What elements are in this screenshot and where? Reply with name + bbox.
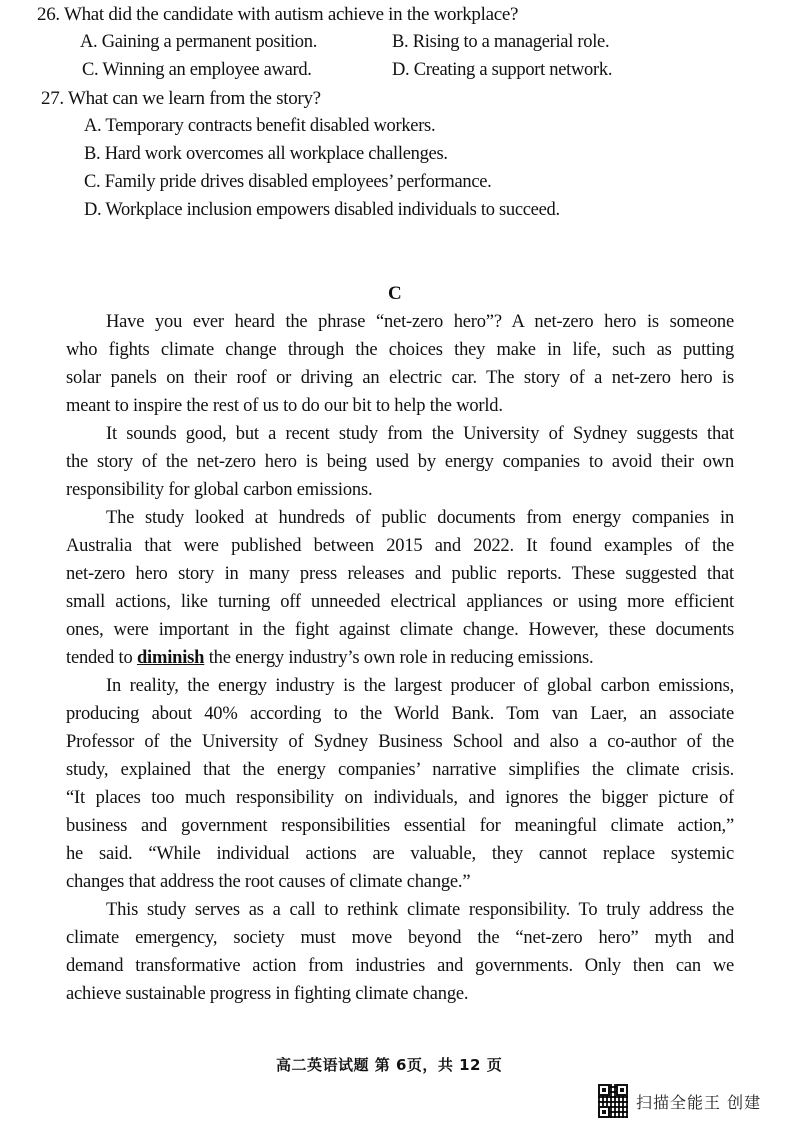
passage-line: “It places too much responsibility on individuals, and ignores the bigger picture of (66, 788, 734, 808)
passage-line: net-zero hero story in many press releases and public reports. These suggested that (66, 564, 734, 584)
question-26-option-a: A. Gaining a permanent position. (80, 32, 318, 52)
passage-text: tended to (66, 648, 133, 668)
passage-line: demand transformative action from industries and governments. Only then can we (66, 956, 734, 976)
passage-line: the story of the net-zero hero is being used by energy companies to avoid their own (66, 452, 734, 472)
question-26-stem: 26. What did the candidate with autism achieve in the workplace? (37, 4, 519, 25)
passage-line: Have you ever heard the phrase “net-zero hero”? A net-zero hero is someone (106, 312, 734, 332)
passage-line: responsibility for global carbon emissions. (66, 480, 373, 500)
passage-line: In reality, the energy industry is the largest producer of global carbon emissions, (106, 676, 734, 696)
passage-line: study, explained that the energy companies’ narrative simplifies the climate crisis. (66, 760, 734, 780)
scanner-watermark (598, 1084, 761, 1118)
passage-line: achieve sustainable progress in fighting climate change. (66, 984, 469, 1004)
passage-line: who fights climate change through the choices they make in life, such as putting (66, 340, 734, 360)
question-26-option-b: B. Rising to a managerial role. (392, 32, 610, 52)
passage-line: This study serves as a call to rethink climate responsibility. To truly address the (106, 900, 734, 920)
passage-line: small actions, like turning off unneeded electrical appliances or using more efficient (66, 592, 734, 612)
passage-text: the energy industry’s own role in reducing emissions. (208, 648, 594, 668)
passage-line: he said. “While individual actions are valuable, they cannot replace systemic (66, 844, 734, 864)
question-27-option-c: C. Family pride drives disabled employees’ performance. (84, 172, 492, 192)
passage-line: meant to inspire the rest of us to do our bit to help the world. (66, 396, 503, 416)
passage-line-with-underlined-word (66, 648, 734, 669)
question-27-stem: 27. What can we learn from the story? (41, 88, 321, 109)
question-27-option-d: D. Workplace inclusion empowers disabled individuals to succeed. (84, 200, 560, 220)
passage-line: ones, were important in the fight against climate change. However, these documents (66, 620, 734, 640)
passage-line: Australia that were published between 2015 and 2022. It found examples of the (66, 536, 734, 556)
passage-line: The study looked at hundreds of public documents from energy companies in (106, 508, 734, 528)
question-26-option-d: D. Creating a support network. (392, 60, 613, 80)
passage-line: changes that address the root causes of climate change.” (66, 872, 471, 892)
qr-code-icon (598, 1084, 628, 1118)
watermark-text: 扫描全能王 创建 (636, 1092, 762, 1112)
question-27-option-b: B. Hard work overcomes all workplace challenges. (84, 144, 448, 164)
question-26-option-c: C. Winning an employee award. (82, 60, 312, 80)
passage-line: business and government responsibilities essential for meaningful climate action,” (66, 816, 734, 836)
passage-heading: C (388, 283, 402, 304)
question-27-option-a: A. Temporary contracts benefit disabled workers. (84, 116, 436, 136)
page-footer: 高二英语试题 第 6页，共 12 页 (276, 1056, 503, 1074)
underlined-word-diminish: diminish (136, 648, 205, 668)
passage-line: Professor of the University of Sydney Business School and also a co-author of the (66, 732, 734, 752)
passage-line: It sounds good, but a recent study from the University of Sydney suggests that (106, 424, 734, 444)
passage-line: climate emergency, society must move beyond the “net-zero hero” myth and (66, 928, 734, 948)
passage-line: solar panels on their roof or driving an electric car. The story of a net-zero hero is (66, 368, 734, 388)
passage-line: producing about 40% according to the World Bank. Tom van Laer, an associate (66, 704, 734, 724)
